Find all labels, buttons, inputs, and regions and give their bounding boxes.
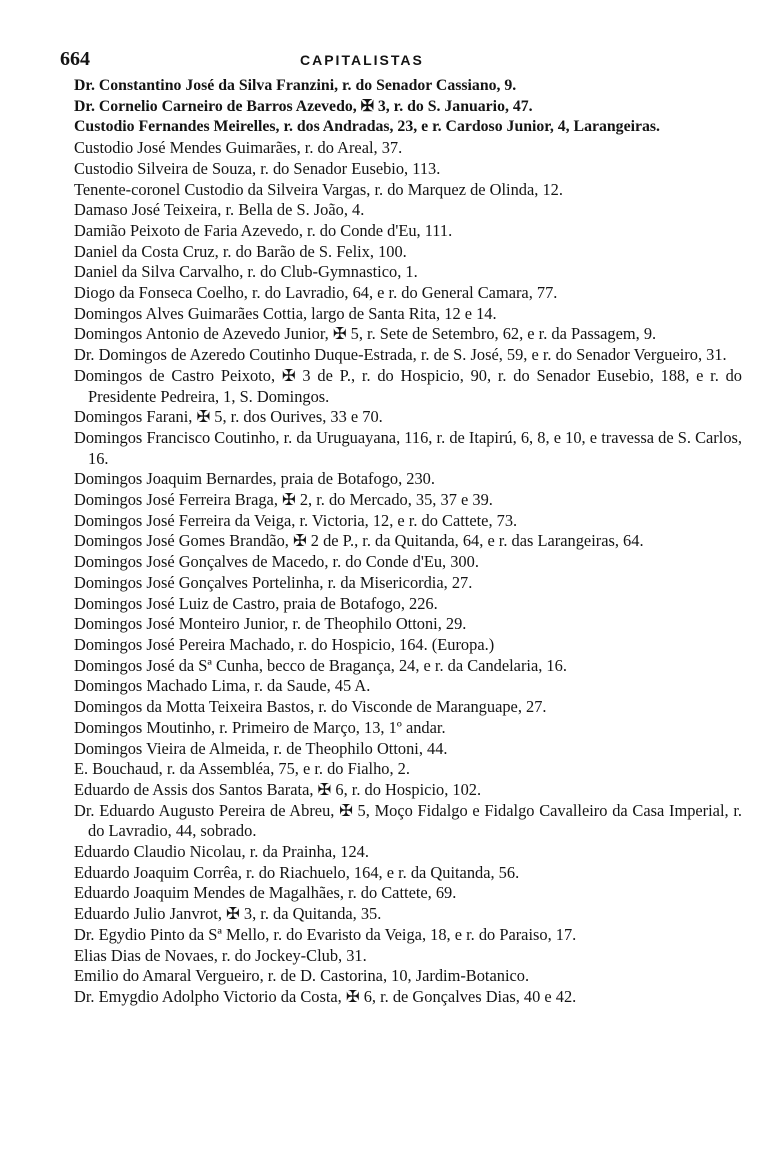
directory-entry: Domingos José Luiz de Castro, praia de Botafogo, 226. (74, 593, 438, 613)
directory-entry: Domingos Vieira de Almeida, r. de Theophilo Ottoni, 44. (74, 738, 448, 758)
page-number: 664 (60, 48, 90, 70)
directory-entry: Eduardo de Assis dos Santos Barata, ✠ 6, r. do Hospicio, 102. (74, 779, 482, 799)
directory-entry: Elias Dias de Novaes, r. do Jockey-Club, 31. (74, 945, 367, 965)
directory-entry: Damião Peixoto de Faria Azevedo, r. do Conde d'Eu, 111. (74, 220, 453, 240)
directory-entry: Dr. Emygdio Adolpho Victorio da Costa, ✠ 6, r. de Gonçalves Dias, 40 e 42. (74, 986, 577, 1006)
running-title: CAPITALISTAS (300, 52, 424, 68)
directory-entry: Dr. Constantino José da Silva Franzini, r. do Senador Cassiano, 9. (74, 77, 517, 94)
directory-entry: Domingos Farani, ✠ 5, r. dos Ourives, 33 e 70. (74, 407, 383, 427)
entry-list (74, 76, 742, 1008)
directory-entry: Diogo da Fonseca Coelho, r. do Lavradio, 64, e r. do General Camara, 77. (74, 283, 558, 303)
directory-entry: Domingos de Castro Peixoto, ✠ 3 de P., r. do Hospicio, 90, r. do Senador Eusebio, 188, e r. do Presidente Pedreira, 1, S. Domingos. (74, 365, 742, 406)
directory-entry: E. Bouchaud, r. da Assembléa, 75, e r. do Fialho, 2. (74, 759, 410, 779)
directory-entry: Dr. Domingos de Azeredo Coutinho Duque-Estrada, r. de S. José, 59, e r. do Senador Vergueiro, 31. (74, 345, 727, 365)
directory-entry: Dr. Cornelio Carneiro de Barros Azevedo, ✠ 3, r. do S. Januario, 47. (74, 97, 533, 115)
directory-entry: Domingos José Gomes Brandão, ✠ 2 de P., r. da Quitanda, 64, e r. das Larangeiras, 64. (74, 531, 644, 551)
directory-entry: Domingos José Pereira Machado, r. do Hospicio, 164. (Europa.) (74, 634, 495, 654)
directory-entry: Damaso José Teixeira, r. Bella de S. João, 4. (74, 200, 365, 220)
directory-entry: Domingos Joaquim Bernardes, praia de Botafogo, 230. (74, 469, 435, 489)
directory-entry: Domingos José Gonçalves de Macedo, r. do Conde d'Eu, 300. (74, 552, 479, 572)
directory-entry: Domingos José Gonçalves Portelinha, r. da Misericordia, 27. (74, 572, 473, 592)
directory-entry: Domingos Antonio de Azevedo Junior, ✠ 5, r. Sete de Setembro, 62, e r. da Passagem, 9. (74, 324, 657, 344)
directory-entry: Daniel da Silva Carvalho, r. do Club-Gymnastico, 1. (74, 262, 418, 282)
directory-entry: Eduardo Claudio Nicolau, r. da Prainha, 124. (74, 842, 369, 862)
directory-entry: Domingos Francisco Coutinho, r. da Uruguayana, 116, r. de Itapirú, 6, 8, e 10, e travessa de S. Carlos, 16. (74, 427, 742, 468)
directory-entry: Tenente-coronel Custodio da Silveira Vargas, r. do Marquez de Olinda, 12. (74, 179, 563, 199)
directory-entry: Dr. Egydio Pinto da Sª Mello, r. do Evaristo da Veiga, 18, e r. do Paraiso, 17. (74, 924, 577, 944)
directory-entry: Custodio Silveira de Souza, r. do Senador Eusebio, 113. (74, 158, 441, 178)
directory-entry: Custodio Fernandes Meirelles, r. dos Andradas, 23, e r. Cardoso Junior, 4, Larangeiras. (74, 118, 660, 136)
directory-entry: Dr. Eduardo Augusto Pereira de Abreu, ✠ 5, Moço Fidalgo e Fidalgo Cavalleiro da Casa Imperial, r. do Lavradio, 44, sobrado. (74, 800, 742, 841)
directory-entry: Daniel da Costa Cruz, r. do Barão de S. Felix, 100. (74, 241, 407, 261)
directory-entry: Domingos Moutinho, r. Primeiro de Março, 13, 1º andar. (74, 717, 446, 737)
directory-entry: Domingos José da Sª Cunha, becco de Bragança, 24, e r. da Candelaria, 16. (74, 655, 567, 675)
directory-entry: Eduardo Julio Janvrot, ✠ 3, r. da Quitanda, 35. (74, 904, 382, 924)
directory-entry: Domingos José Ferreira Braga, ✠ 2, r. do Mercado, 35, 37 e 39. (74, 490, 493, 510)
directory-entry: Eduardo Joaquim Corrêa, r. do Riachuelo, 164, e r. da Quitanda, 56. (74, 862, 520, 882)
directory-entry: Custodio José Mendes Guimarães, r. do Areal, 37. (74, 138, 403, 158)
directory-entry: Domingos Alves Guimarães Cottia, largo de Santa Rita, 12 e 14. (74, 303, 497, 323)
page-header (60, 48, 742, 76)
directory-entry: Domingos Machado Lima, r. da Saude, 45 A. (74, 676, 371, 696)
directory-entry: Domingos da Motta Teixeira Bastos, r. do Visconde de Maranguape, 27. (74, 697, 547, 717)
directory-entry: Eduardo Joaquim Mendes de Magalhães, r. do Cattete, 69. (74, 883, 457, 903)
directory-entry: Domingos José Ferreira da Veiga, r. Victoria, 12, e r. do Cattete, 73. (74, 510, 518, 530)
directory-entry: Emilio do Amaral Vergueiro, r. de D. Castorina, 10, Jardim-Botanico. (74, 966, 530, 986)
directory-entry: Domingos José Monteiro Junior, r. de Theophilo Ottoni, 29. (74, 614, 467, 634)
